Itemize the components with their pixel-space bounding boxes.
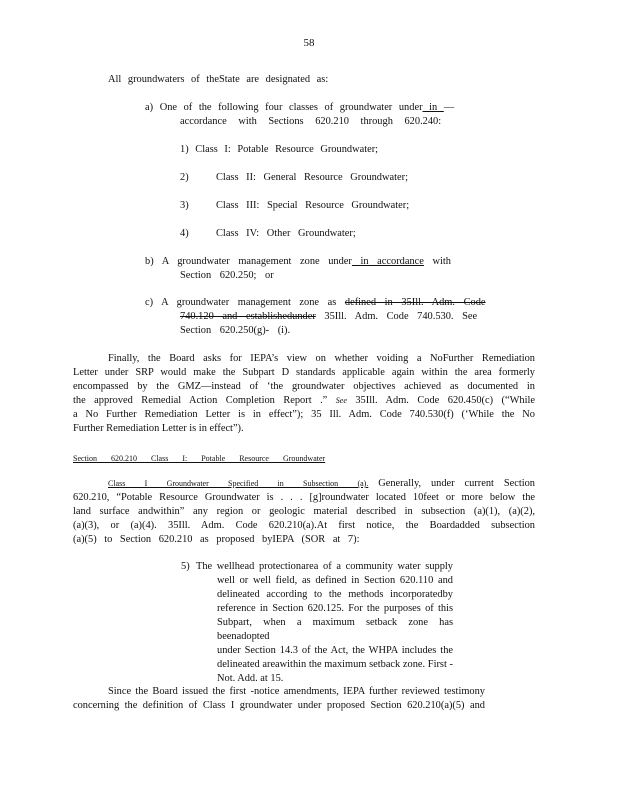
item-b-text: A groundwater management zone under — [161, 256, 352, 267]
item-b-label: b) — [145, 256, 154, 267]
paragraph-finally — [73, 352, 535, 436]
para-line: 620.210, “Potable Resource Groundwater is . . . [g]roundwater located 10feet or more below the — [73, 492, 535, 503]
class-item-2 — [180, 171, 408, 185]
item-c-line2 — [180, 310, 477, 324]
para-line: Class I Groundwater Specified in Subsection (a). Generally, under current Section — [108, 478, 535, 489]
para-line: Further Remediation Letter is in effect”). — [73, 423, 244, 434]
section-heading: Section 620.210 Class I: Potable Resource Groundwater — [73, 454, 326, 463]
item-c-post: 35Ill. Adm. Code 740.530. See — [315, 311, 478, 322]
paragraph-class1 — [73, 477, 535, 547]
page-number: 58 — [303, 37, 315, 49]
para-line: land surface andwithin” any region or geologic material described in subsection (a)(1), (a)(2), — [73, 506, 535, 517]
class1-subheading: Class I Groundwater Specified in Subsection (a). — [108, 479, 369, 488]
quote-body-cont — [217, 574, 453, 686]
item-a-line2: accordance with Sections 620.210 through 620.240: — [180, 116, 442, 127]
class-num: 3) — [180, 200, 189, 211]
class-item-3 — [180, 199, 410, 213]
para-line: (a)(3), or (a)(4). 35Ill. Adm. Code 620.210(a).At first notice, the Boardadded subsection — [73, 520, 535, 531]
para-line: concerning the definition of Class I groundwater under proposed Section 620.210(a)(5) and — [73, 700, 485, 711]
item-b-line1 — [145, 255, 451, 269]
para-line: a No Further Remediation Letter is in effect”); 35 Ill. Adm. Code 740.530(f) (‘While the No — [73, 409, 535, 420]
item-b-inserted: in accordance — [351, 256, 424, 267]
see-signal: See — [335, 396, 347, 405]
item-a-line1 — [145, 101, 454, 115]
item-c-label: c) — [145, 297, 154, 308]
para-line: encompassed by the GMZ—instead of ‘the groundwater objectives achieved as documented in — [73, 381, 535, 392]
quote-line: reference in Section 620.125. For the purposes of this — [217, 603, 453, 614]
class-num: 1) — [180, 144, 189, 155]
item-a-text: One of the following four classes of groundwater under — [159, 102, 423, 113]
class-num: 2) — [180, 172, 189, 183]
class-item-4 — [180, 227, 356, 241]
item-c-line1 — [145, 296, 486, 310]
item-c-deleted-1: defined in 35Ill. Adm. Code — [344, 297, 486, 308]
item-a-label: a) — [145, 102, 154, 113]
quote-line: Not. Add. at 15. — [217, 673, 284, 684]
quote-line: The wellhead protectionarea of a community water supply — [196, 561, 453, 572]
quote-line: well or well field, as defined in Section 620.110 and — [217, 575, 453, 586]
class-num: 4) — [180, 228, 189, 239]
para-line: Since the Board issued the first -notice amendments, IEPA further reviewed testimony — [108, 686, 485, 697]
intro-line: All groundwaters of theState are designated as: — [108, 74, 329, 85]
item-a-dash: — — [443, 102, 455, 113]
item-b-line2: Section 620.250; or — [180, 270, 274, 281]
para-line: Finally, the Board asks for IEPA’s view on whether voiding a NoFurther Remediation — [108, 353, 535, 364]
class-item-1 — [180, 143, 378, 157]
quote-num: 5) — [181, 561, 190, 572]
class-text: Class I: Potable Resource Groundwater; — [195, 144, 379, 155]
class-text: Class III: Special Resource Groundwater; — [216, 200, 410, 211]
para-line: Letter under SRP would make the Subpart D standards applicable again within the area formerly — [73, 367, 535, 378]
quote-line: delineated areawithin the maximum setback zone. First - — [217, 659, 453, 670]
paragraph-since — [73, 685, 485, 713]
item-c-line3: Section 620.250(g)- (i). — [180, 325, 291, 336]
item-c-deleted-2: 740.120 and establishedunder — [180, 311, 316, 322]
para-line: (a)(5) to Section 620.210 as proposed byIEPA (SOR at 7): — [73, 534, 360, 545]
item-a-inserted: in — [422, 102, 444, 113]
item-b-post: with — [423, 256, 451, 267]
quote-body — [196, 560, 453, 574]
class-text: Class II: General Resource Groundwater; — [216, 172, 408, 183]
para-line: the approved Remedial Action Completion Report .” See 35Ill. Adm. Code 620.450(c) (“While — [73, 395, 535, 406]
item-c-text: A groundwater management zone as — [161, 297, 345, 308]
quote-line: Subpart, when a maximum setback zone has beenadopted — [217, 617, 453, 642]
quote-line: under Section 14.3 of the Act, the WHPA includes the — [217, 645, 453, 656]
quote-line: delineated according to the methods incorporatedby — [217, 589, 453, 600]
class-text: Class IV: Other Groundwater; — [216, 228, 356, 239]
